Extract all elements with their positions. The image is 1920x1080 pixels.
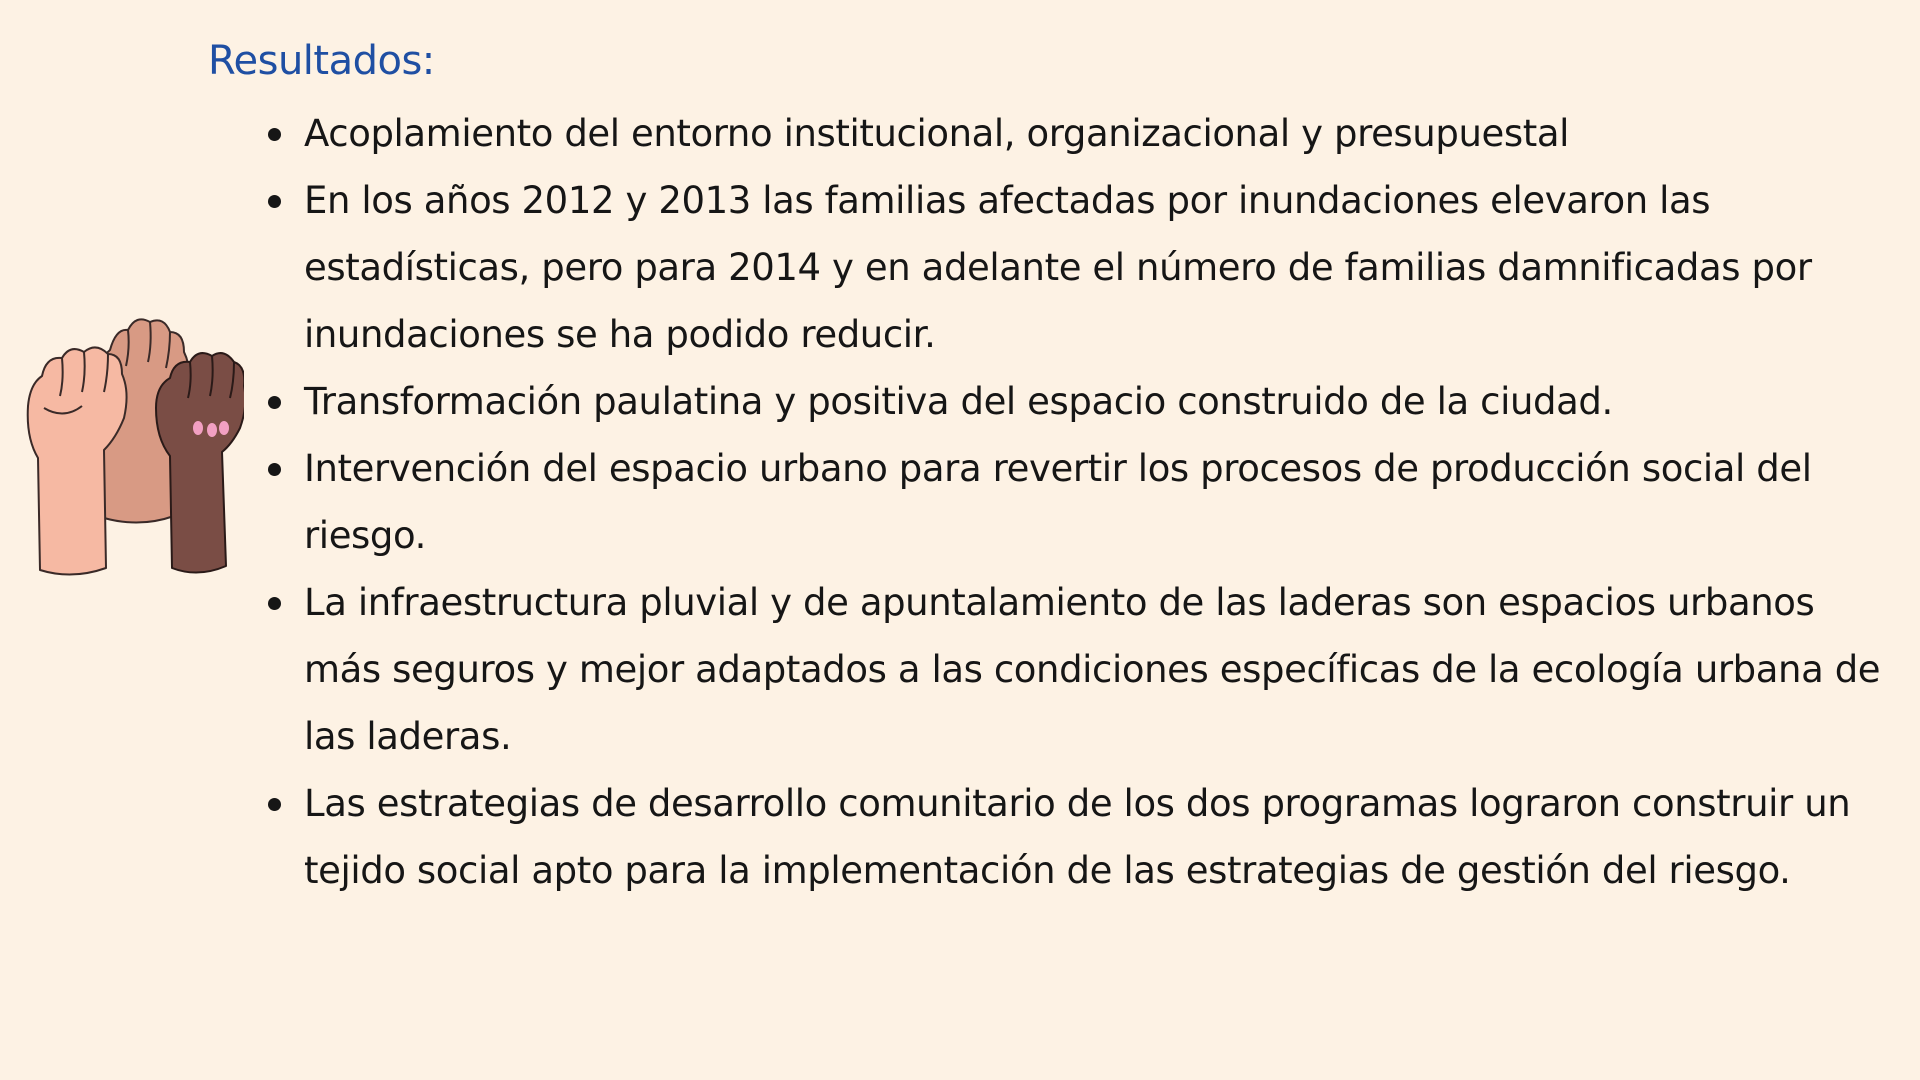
list-item — [262, 167, 1882, 368]
section-title: Resultados: — [208, 38, 435, 84]
bullet-icon — [268, 195, 281, 208]
right-fist — [156, 353, 244, 572]
list-item — [262, 770, 1882, 904]
list-item-text: Transformación paulatina y positiva del espacio construido de la ciudad. — [304, 380, 1613, 423]
list-item-text: La infraestructura pluvial y de apuntalamiento de las laderas son espacios urbanos más seguros y mejor adaptados a las condiciones específicas de la ecología urbana de las laderas. — [304, 581, 1881, 758]
list-item — [262, 569, 1882, 770]
bullet-icon — [268, 128, 281, 141]
list-item-text: Intervención del espacio urbano para revertir los procesos de producción social del riesgo. — [304, 447, 1812, 557]
list-item — [262, 435, 1882, 569]
bullet-icon — [268, 798, 281, 811]
list-item-text: Las estrategias de desarrollo comunitario de los dos programas lograron construir un tejido social apto para la implementación de las estrategias de gestión del riesgo. — [304, 782, 1851, 892]
bullet-icon — [268, 396, 281, 409]
bullet-icon — [268, 597, 281, 610]
list-item-text: Acoplamiento del entorno institucional, organizacional y presupuestal — [304, 112, 1569, 155]
list-item — [262, 100, 1882, 167]
list-item — [262, 368, 1882, 435]
results-list — [262, 100, 1882, 904]
list-item-text: En los años 2012 y 2013 las familias afectadas por inundaciones elevaron las estadísticas, pero para 2014 y en adelante el número de familias damnificadas por inundaciones se ha podido reducir. — [304, 179, 1812, 356]
raised-fists-icon — [24, 288, 244, 578]
bullet-icon — [268, 463, 281, 476]
